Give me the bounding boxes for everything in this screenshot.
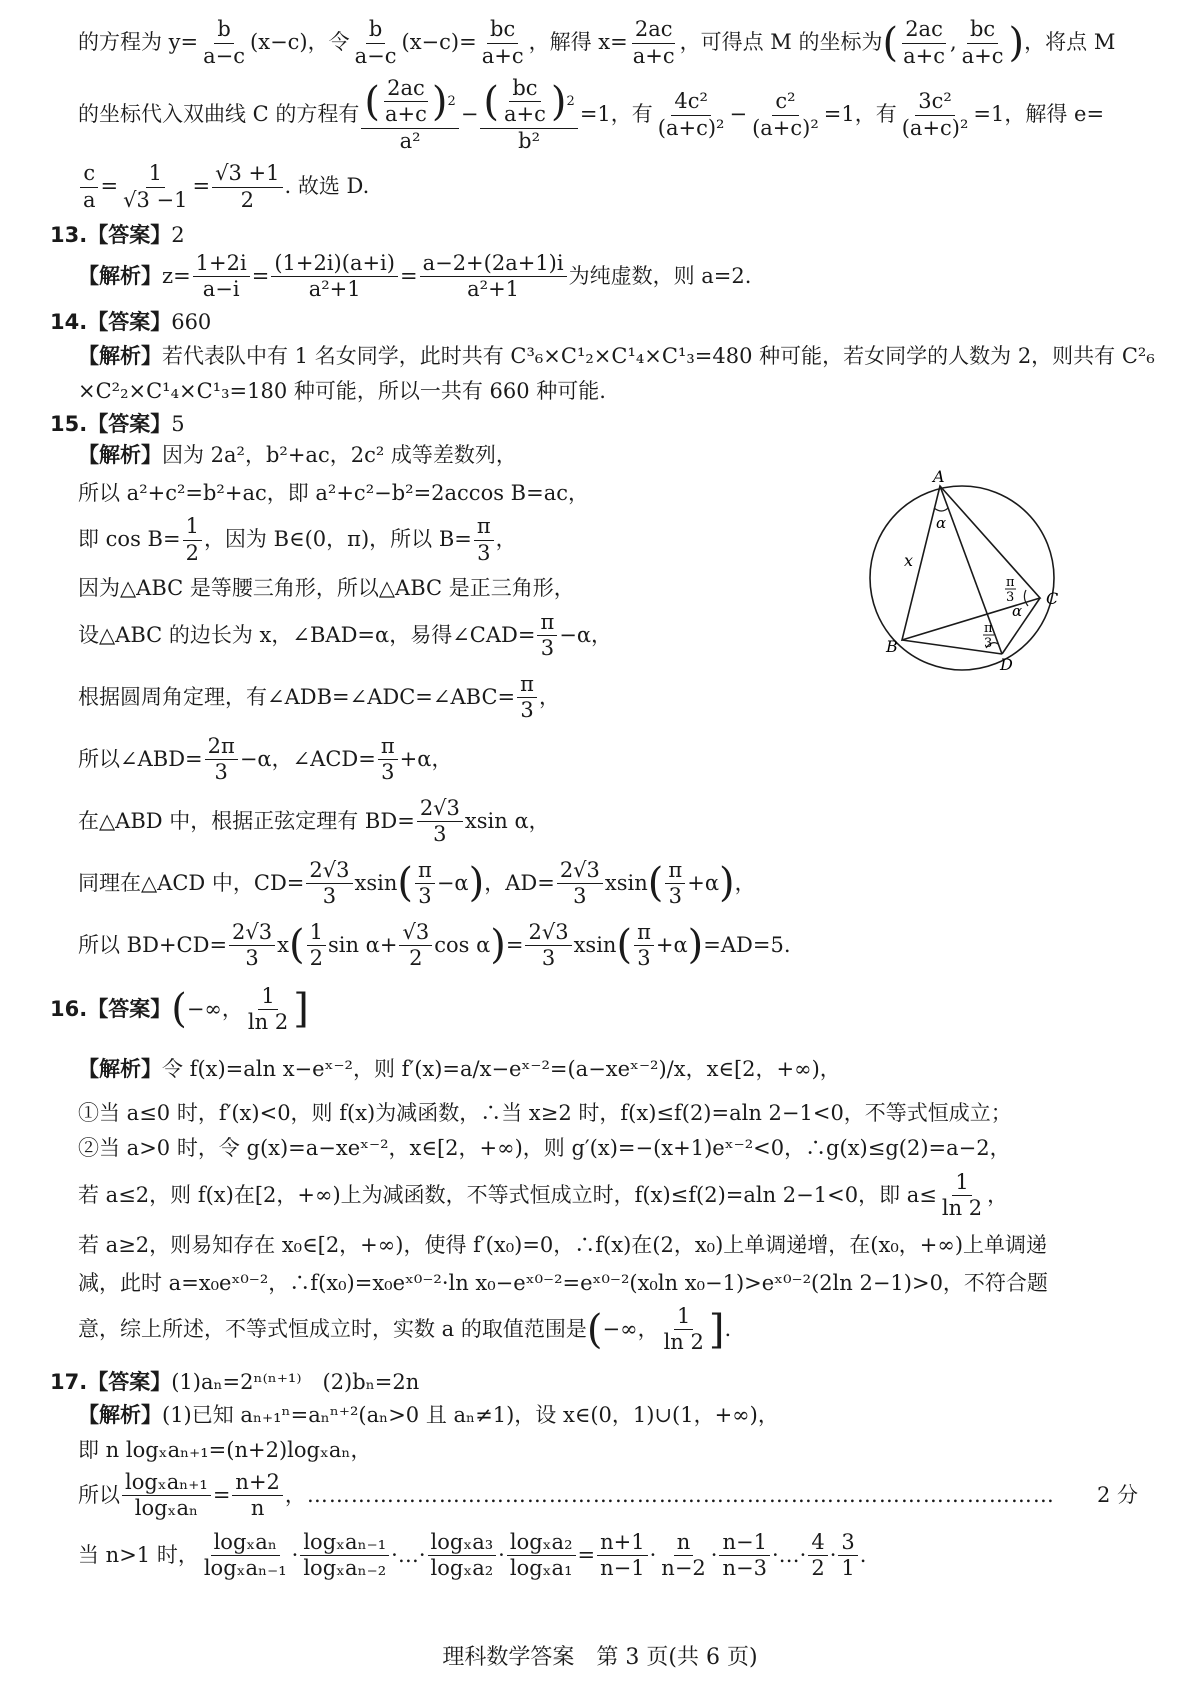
text: ，将点 M xyxy=(1024,30,1116,55)
label-a: A xyxy=(933,470,945,486)
text: (x−c)= xyxy=(401,30,477,55)
q12-line-3: $\frac{c}{a}$ = $\frac{1}{√3 -1}$ = $\frac{√3 +1}{2}$ . 故选 D. xyxy=(78,158,1138,216)
text: 意，综上所述，不等式恒成立时，实数 a 的取值范围是 xyxy=(78,1317,587,1342)
fraction: $\frac{2√3}{3}$ xyxy=(417,796,463,847)
text: xsin xyxy=(604,870,648,895)
text: cos α xyxy=(434,932,491,957)
text: ， xyxy=(987,1182,1009,1207)
answer: 2 xyxy=(171,223,185,247)
text: 若 a≥2，则易知存在 x₀∈[2，+∞)，使得 f′(x₀)=0，∴f(x)在(2，x₀)上单调递增，在(x₀，+∞)上单调递 xyxy=(78,1233,1048,1258)
fraction: $\frac{√3 +1}{2}$ xyxy=(212,161,282,212)
fraction: $\frac{n}{n-2}$ xyxy=(661,1530,706,1581)
fraction: $\frac{2ac}{a+c}$ xyxy=(632,17,675,68)
text: xsin xyxy=(573,932,617,957)
text: = xyxy=(505,932,524,957)
fraction: $\frac{4}{2}$ xyxy=(808,1530,827,1581)
text: ②当 a>0 时，令 g(x)=a−xeˣ⁻²，x∈[2，+∞)，则 g′(x)=−(x+1)eˣ⁻²<0，∴g(x)≤g(2)=a−2， xyxy=(78,1135,1011,1160)
fraction: $\frac{n+1}{n-1}$ xyxy=(597,1530,647,1581)
label-alpha-c: α xyxy=(1012,602,1023,620)
text: x xyxy=(277,932,289,957)
leader-dots: ，………………………………………………………………………………………… xyxy=(284,1483,1055,1508)
text: · xyxy=(291,1543,299,1568)
text: 减，此时 a=x₀eˣ⁰⁻²，∴f(x₀)=x₀eˣ⁰⁻²·ln x₀−eˣ⁰⁻²=eˣ⁰⁻²(x₀ln x₀−1)>eˣ⁰⁻²(2ln 2−1)>0，不符合题 xyxy=(78,1270,1048,1295)
text: ·…· xyxy=(391,1543,426,1568)
fraction: $\frac{n+2}{n}$ xyxy=(232,1470,282,1521)
text: 的方程为 y= xyxy=(78,30,199,55)
angle-arc-c xyxy=(1024,590,1028,606)
fraction: $\frac{\pi}{3}$ xyxy=(378,734,398,785)
text: · xyxy=(710,1543,718,1568)
question-number: 16. xyxy=(50,996,88,1021)
fraction: $\frac{\text{logₓaₙ₋₁}}{\text{logₓaₙ₋₂}}$ xyxy=(300,1530,389,1581)
text: 所以 xyxy=(78,1483,120,1508)
label-three-d: 3 xyxy=(984,636,993,651)
analysis-label: 【解析】 xyxy=(78,343,162,368)
q12-line-1: 的方程为 y= $\frac{b}{a-c}$ (x−c)，令 $\frac{b}{a-c}$ (x−c)= $\frac{bc}{a+c}$ ，解得 x= $\frac{2ac}{a+c}$ ，可得点 M 的坐标为 ( $\frac{2ac}{a+c}$ , $\frac{bc}{a+c}$ ) ，将点 M xyxy=(78,17,1116,68)
text: −α，∠ACD= xyxy=(239,746,376,771)
text: 根据圆周角定理，有∠ADB=∠ADC=∠ABC= xyxy=(78,684,516,709)
text: . 故选 D. xyxy=(284,174,370,199)
fraction: $\frac{\pi}{3}$ xyxy=(415,858,435,909)
text: 若代表队中有 1 名女同学，此时共有 C³₆×C¹₂×C¹₄×C¹₃=480 种可能，若女同学的人数为 2，则共有 C²₆ xyxy=(162,343,1155,368)
page-content xyxy=(50,14,1155,1585)
text: 若 a≤2，则 f(x)在[2，+∞)上为减函数，不等式恒成立时，f(x)≤f(2)=aln 2−1<0，即 a≤ xyxy=(78,1182,937,1207)
q14-answer xyxy=(50,309,1138,336)
text: =AD=5. xyxy=(703,932,791,957)
q15-line-10: 所以 BD+CD= $\frac{2√3}{3}$ x ( $\frac{1}{2}$ sin α+ $\frac{√3}{2}$ cos α ) = $\frac{2√3}{3}$ xsin ( $\frac{\pi}{3}$ +α ) =AD=5. xyxy=(78,919,791,970)
text: +α， xyxy=(399,746,453,771)
q16-line-2 xyxy=(78,1100,1138,1127)
text: xsin α， xyxy=(464,808,550,833)
q15-line-1 xyxy=(78,442,1138,469)
text: · xyxy=(649,1543,657,1568)
text: = xyxy=(577,1543,596,1568)
text: ·…· xyxy=(771,1543,807,1568)
fraction: $\frac{1}{√3 -1}$ xyxy=(123,161,188,212)
fraction: $\frac{\pi}{3}$ xyxy=(634,920,654,971)
q17-answer xyxy=(50,1369,1138,1396)
text: 为纯虚数，则 a=2. xyxy=(568,263,752,288)
text: . xyxy=(724,1317,732,1342)
fraction: $\frac{\text{logₓa₂}}{\text{logₓa₁}}$ xyxy=(507,1530,576,1581)
question-number: 14. xyxy=(50,310,88,335)
text: 因为 2a²，b²+ac，2c² 成等差数列， xyxy=(162,443,517,468)
score: 2 分 xyxy=(1096,1483,1138,1508)
fraction: $\frac{1+2i}{a-i}$ xyxy=(193,251,250,302)
text: ×C²₂×C¹₄×C¹₃=180 种可能，所以一共有 660 种可能. xyxy=(78,378,606,403)
fraction: $\frac{2√3}{3}$ xyxy=(306,858,352,909)
label-pi-c: π xyxy=(1006,575,1015,590)
question-number: 17. xyxy=(50,1369,88,1394)
fraction: $\frac{1}{2}$ xyxy=(183,514,202,565)
text: 令 f(x)=aln x−eˣ⁻²，则 f′(x)=a/x−eˣ⁻²=(a−xeˣ⁻²)/x，x∈[2，+∞)， xyxy=(162,1057,841,1082)
question-number: 15. xyxy=(50,412,88,437)
analysis-label: 【解析】 xyxy=(78,263,162,288)
fraction: $\frac{2ac}{a+c}$ xyxy=(903,17,945,68)
text: −α， xyxy=(559,622,613,647)
text: ，AD= xyxy=(484,870,555,895)
text: 的坐标代入双曲线 C 的方程有 xyxy=(78,102,360,127)
answer-label: 【答案】 xyxy=(87,1369,172,1394)
fraction: $\frac{a-2+(2a+1)i}{\text{a²+1}}$ xyxy=(420,251,567,302)
q16-line-6 xyxy=(78,1270,1138,1297)
text: =1，有 xyxy=(579,102,653,127)
answer-label: 【答案】 xyxy=(87,996,172,1021)
fraction: ( $\frac{2ac}{a+c}$ ) 2 a² xyxy=(361,76,458,154)
q13-answer xyxy=(50,222,1138,249)
circle-triangle-figure xyxy=(862,470,1072,680)
fraction: $\frac{bc}{a+c}$ xyxy=(481,17,524,68)
fraction: $\frac{2\pi}{3}$ xyxy=(205,734,238,785)
label-three-c: 3 xyxy=(1006,590,1015,605)
fraction: $\frac{bc}{a+c}$ xyxy=(961,17,1004,68)
text: sin α+ xyxy=(327,932,398,957)
q16-line-7: 意，综上所述，不等式恒成立时，实数 a 的取值范围是 ( −∞， $\frac{1}{\ln 2}$ ] . xyxy=(78,1304,732,1355)
text: ， xyxy=(538,684,560,709)
text: +α xyxy=(687,870,719,895)
fraction: $\frac{\text{logₓaₙ}}{\text{logₓaₙ₋₁}}$ xyxy=(203,1530,287,1581)
q17-line-3 xyxy=(78,1469,1138,1523)
analysis-label: 【解析】 xyxy=(78,1403,162,1428)
label-pi-d: π xyxy=(984,621,993,636)
fraction: $\frac{b}{a-c}$ xyxy=(354,17,397,68)
q16-line-4 xyxy=(78,1166,1138,1224)
fraction: $\frac{c}{a}$ xyxy=(80,161,99,212)
label-d: D xyxy=(1000,655,1013,674)
text: 同理在△ACD 中，CD= xyxy=(78,870,305,895)
text: . xyxy=(859,1543,867,1568)
fraction: $\frac{\text{logₓa₃}}{\text{logₓa₂}}$ xyxy=(428,1530,497,1581)
fraction: $\frac{\text{logₓaₙ₊₁}}{\text{logₓaₙ}}$ xyxy=(122,1470,211,1521)
fraction: $\frac{2√3}{3}$ xyxy=(229,920,275,971)
text: −∞， xyxy=(602,1317,659,1342)
text: −∞， xyxy=(186,996,243,1021)
q17-line-2 xyxy=(78,1437,1138,1464)
fraction: $\frac{2√3}{3}$ xyxy=(557,858,603,909)
text: −α xyxy=(436,870,469,895)
text: 所以 BD+CD= xyxy=(78,932,228,957)
label-c: C xyxy=(1046,589,1059,608)
segment-ad xyxy=(940,486,1002,654)
text: +α xyxy=(655,932,688,957)
fraction: $\frac{3}{1}$ xyxy=(838,1530,857,1581)
q16-line-1 xyxy=(78,1056,1138,1083)
q16-line-3 xyxy=(78,1135,1138,1162)
text: = xyxy=(212,1483,231,1508)
label-x: x xyxy=(904,551,914,570)
fraction: $\frac{1}{\ln 2}$ xyxy=(247,983,289,1034)
text: ，因为 B∈(0，π)，所以 B= xyxy=(203,527,472,552)
question-number: 13. xyxy=(50,223,88,247)
fraction: $\frac{\text{c²}}{\text{(a+c)²}}$ xyxy=(752,89,819,140)
fraction: $\frac{1}{2}$ xyxy=(307,920,326,971)
q15-line-7 xyxy=(78,730,1138,788)
text: ①当 a≤0 时，f′(x)<0，则 f(x)为减函数，∴当 x≥2 时，f(x)≤f(2)=aln 2−1<0，不等式恒成立； xyxy=(78,1100,1012,1125)
label-b: B xyxy=(886,637,898,656)
text: (1)已知 aₙ₊₁ⁿ=aₙⁿ⁺²(aₙ>0 且 aₙ≠1)，设 x∈(0，1)∪(1，+∞)， xyxy=(162,1403,779,1428)
text: ，解得 x= xyxy=(528,30,628,55)
fraction: $\frac{\pi}{3}$ xyxy=(537,610,557,661)
fraction: ( $\frac{bc}{a+c}$ ) 2 b² xyxy=(480,76,577,154)
fraction: $\frac{(1+2i)(a+i)}{\text{a²+1}}$ xyxy=(271,251,398,302)
text: ，可得点 M 的坐标为 xyxy=(679,30,883,55)
fraction: $\frac{\pi}{3}$ xyxy=(474,514,494,565)
q16-line-5 xyxy=(78,1232,1138,1259)
text: ， xyxy=(734,870,756,895)
angle-arc-a xyxy=(934,508,948,511)
q15-line-8 xyxy=(78,792,1138,850)
text: · xyxy=(498,1543,505,1568)
fraction: $\frac{1}{\ln 2}$ xyxy=(663,1304,704,1355)
text: ， xyxy=(495,527,517,552)
text: =1，有 xyxy=(823,102,897,127)
text: xsin xyxy=(354,870,398,895)
q17-line-4 xyxy=(78,1527,1138,1585)
q15-answer xyxy=(50,411,1138,438)
q17-line-1 xyxy=(78,1402,1138,1429)
label-alpha-a: α xyxy=(936,514,947,532)
text: 所以 a²+c²=b²+ac，即 a²+c²−b²=2accos B=ac， xyxy=(78,480,589,505)
answer: 660 xyxy=(171,310,212,335)
answer: (1)aₙ=2ⁿ⁽ⁿ⁺¹⁾ (2)bₙ=2n xyxy=(171,1369,420,1394)
text: 当 n>1 时， xyxy=(78,1543,199,1568)
fraction: $\frac{b}{a-c}$ xyxy=(203,17,246,68)
answer-label: 【答案】 xyxy=(87,310,172,335)
fraction: $\frac{2√3}{3}$ xyxy=(525,920,571,971)
text: (x−c)，令 xyxy=(250,30,350,55)
text: 在△ABD 中，根据正弦定理有 BD= xyxy=(78,808,415,833)
q15-line-9: 同理在△ACD 中，CD= $\frac{2√3}{3}$ xsin ( $\frac{\pi}{3}$ −α ) ，AD= $\frac{2√3}{3}$ xsin ( $\frac{\pi}{3}$ +α ) ， xyxy=(78,857,756,908)
text: z= xyxy=(162,263,191,288)
q14-analysis-1 xyxy=(78,343,1155,370)
text: =1，解得 e= xyxy=(973,102,1105,127)
text: 即 cos B= xyxy=(78,527,181,552)
fraction: $\frac{\pi}{3}$ xyxy=(665,858,685,909)
fraction: $\frac{1}{\ln 2}$ xyxy=(941,1169,983,1220)
text: · xyxy=(829,1543,837,1568)
q16-answer: 16. 【答案】 ( −∞， $\frac{1}{\ln 2}$ ] xyxy=(50,983,309,1034)
text: 所以∠ABD= xyxy=(78,746,203,771)
fraction: $\frac{n-1}{n-3}$ xyxy=(719,1530,769,1581)
q13-analysis: 【解析】 z= $\frac{1+2i}{a-i}$ = $\frac{(1+2i)(a+i)}{\text{a²+1}}$ = $\frac{a-2+(2a+1)i}{\text{a²+1}}$ 为纯虚数，则 a=2. xyxy=(78,250,752,301)
fraction: $\frac{√3}{2}$ xyxy=(399,920,432,971)
text: 设△ABC 的边长为 x，∠BAD=α，易得∠CAD= xyxy=(78,622,536,647)
text: 即 n logₓaₙ₊₁=(n+2)logₓaₙ， xyxy=(78,1438,372,1463)
analysis-label: 【解析】 xyxy=(78,443,162,468)
text: 因为△ABC 是等腰三角形，所以△ABC 是正三角形， xyxy=(78,576,575,601)
q14-analysis-2 xyxy=(78,378,1138,405)
answer-label: 【答案】 xyxy=(87,223,172,247)
fraction: $\frac{\text{4c²}}{\text{(a+c)²}}$ xyxy=(657,89,725,140)
q12-line-2: 的坐标代入双曲线 C 的方程有 ( $\frac{2ac}{a+c}$ ) 2 a² − ( $\frac{bc}{a+c}$ ) 2 b² =1，有 $\frac{\text{4c²}}{\text{(a+c)²}}$ − $\frac{\text{c²}}{\text{(a+c)²}}$ =1，有 $\frac{\text{3c²}}{\text{(a+c)²}}$ =1，解得 e= xyxy=(78,76,1105,153)
page-footer: 理科数学答案 第 3 页(共 6 页) xyxy=(442,1645,758,1670)
fraction: $\frac{\text{3c²}}{\text{(a+c)²}}$ xyxy=(901,89,969,140)
fraction: $\frac{\pi}{3}$ xyxy=(517,672,537,723)
analysis-label: 【解析】 xyxy=(78,1057,162,1082)
answer-label: 【答案】 xyxy=(87,412,172,437)
answer: 5 xyxy=(171,412,185,437)
